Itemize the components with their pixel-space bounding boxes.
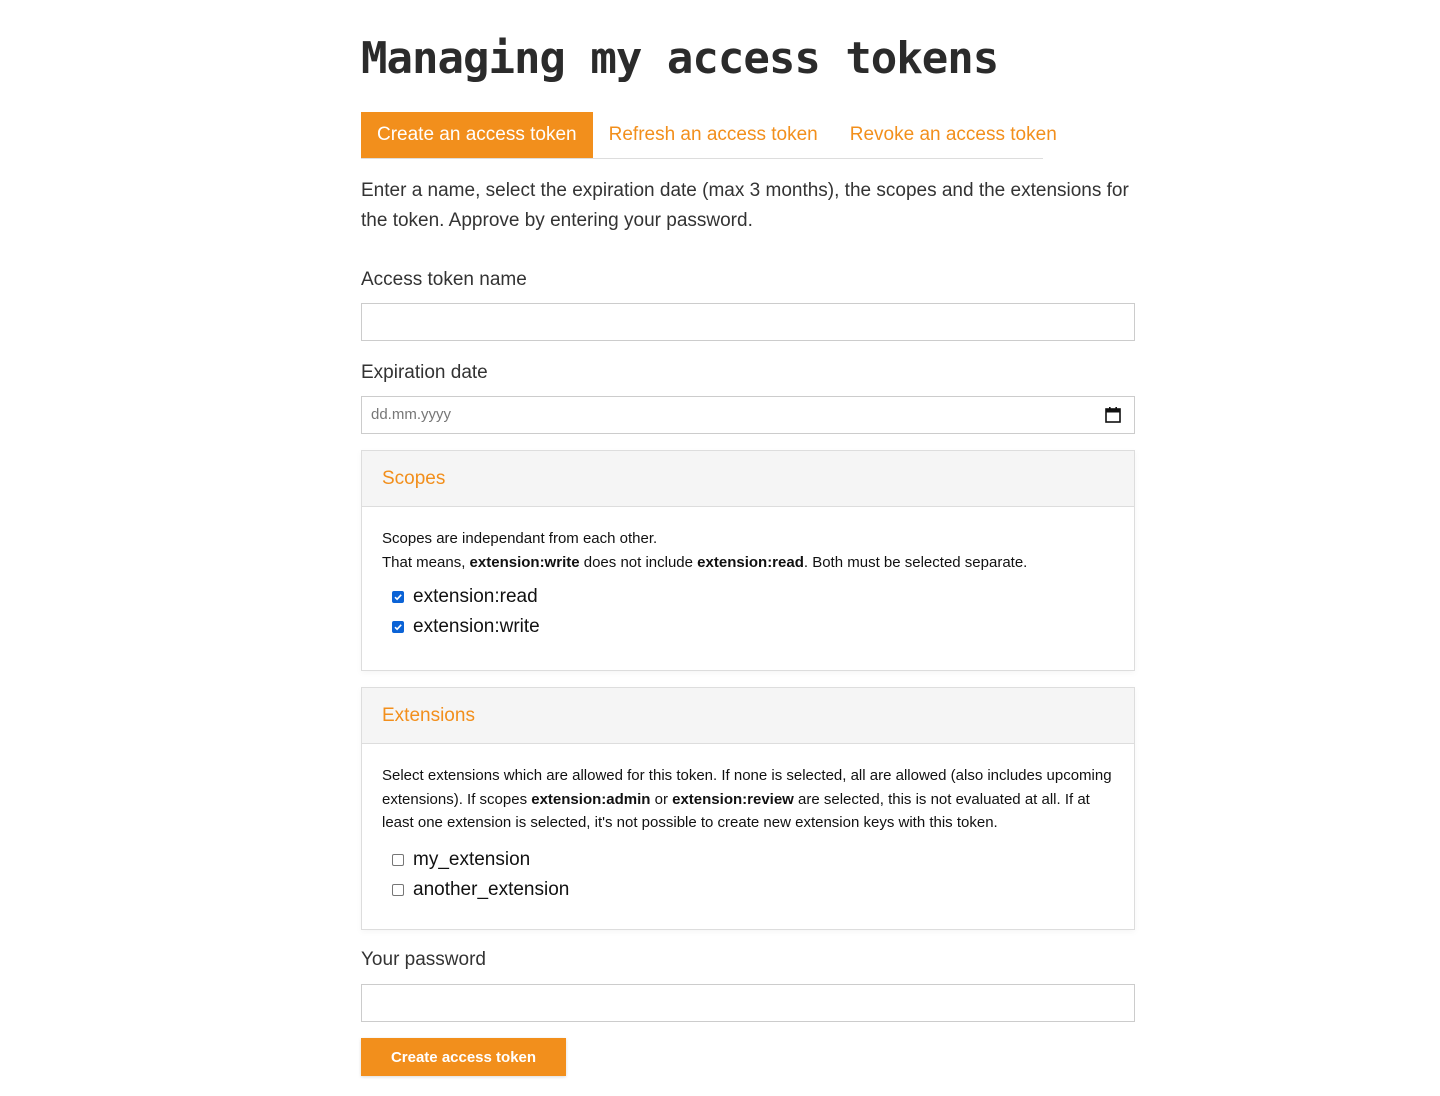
tab-revoke[interactable]: Revoke an access token (849, 124, 1057, 145)
scopes-description (382, 527, 1114, 574)
password-label: Your password (361, 949, 486, 970)
scope-read-checkbox[interactable] (392, 591, 404, 603)
expiration-date-input[interactable] (361, 396, 1135, 434)
create-access-token-button[interactable]: Create access token (361, 1038, 566, 1076)
extensions-panel-title: Extensions (362, 688, 1134, 744)
tab-bar (361, 112, 1057, 159)
extensions-panel (361, 687, 1135, 930)
tab-refresh[interactable]: Refresh an access token (608, 124, 818, 145)
expiration-label: Expiration date (361, 362, 488, 383)
my-extension-label: my_extension (413, 848, 531, 870)
my-extension-checkbox[interactable] (392, 854, 404, 866)
extension-option-my-extension[interactable] (382, 845, 1114, 875)
scopes-panel-body (362, 507, 1134, 642)
token-name-label: Access token name (361, 269, 527, 290)
intro-text: Enter a name, select the expiration date (max 3 months), the scopes and the extensions for the token. Approve by entering your password. (361, 180, 1129, 231)
another-extension-checkbox[interactable] (392, 884, 404, 896)
scopes-desc-line1: Scopes are independant from each other. (382, 530, 658, 547)
tab-create[interactable]: Create an access token (361, 112, 593, 158)
checkmark-icon (393, 592, 403, 602)
scopes-panel (361, 450, 1135, 671)
scopes-desc-line2: That means, extension:write does not include extension:read. Both must be selected separate. (382, 553, 1028, 571)
scope-write-checkbox[interactable] (392, 621, 404, 633)
token-name-input[interactable] (361, 303, 1135, 341)
extensions-description: Select extensions which are allowed for this token. If none is selected, all are allowed (also includes upcoming extensions). If scopes extension:admin or extension:review are selected, this is not evaluated at all. If at least one extension is selected, it's not possible to create new extension keys with this token. (382, 767, 1112, 831)
another-extension-label: another_extension (413, 878, 570, 900)
expiration-placeholder: dd.mm.yyyy (371, 406, 452, 423)
checkmark-icon (393, 622, 403, 632)
password-input[interactable] (361, 984, 1135, 1022)
scope-write-label: extension:write (413, 616, 540, 638)
extensions-panel-body (362, 744, 1134, 905)
scopes-panel-title: Scopes (362, 451, 1134, 507)
page-title: Managing my access tokens (361, 33, 999, 84)
scope-option-write[interactable] (382, 612, 1114, 642)
scope-read-label: extension:read (413, 586, 538, 608)
extension-option-another-extension[interactable] (382, 875, 1114, 905)
scope-option-read[interactable] (382, 582, 1114, 612)
calendar-icon[interactable] (1104, 406, 1122, 424)
